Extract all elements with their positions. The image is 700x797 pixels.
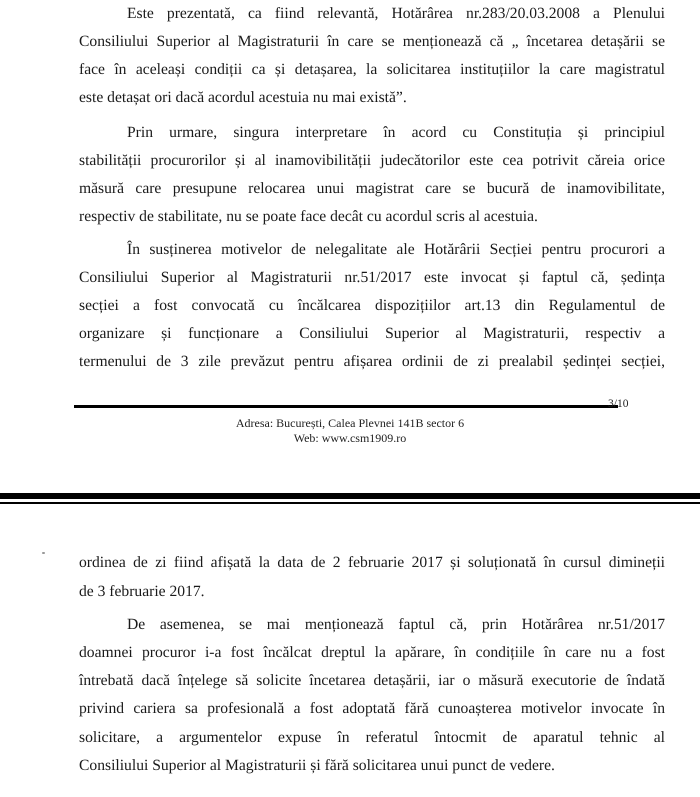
paragraph-line: Prin urmare, singura interpretare în acord cu Constituția și principiul <box>127 124 665 141</box>
paragraph-line: Este prezentată, ca fiind relevantă, Hotărârea nr.283/20.03.2008 a Plenului <box>127 5 665 22</box>
paragraph-line: De asemenea, se mai menționează faptul că, prin Hotărârea nr.51/2017 <box>127 616 665 633</box>
paragraph-line: ordinea de zi fiind afișată la data de 2 februarie 2017 și soluționată în cursul dimineții <box>79 554 665 571</box>
page-separator-rule <box>0 502 700 504</box>
paragraph-line: întrebată dacă înțelege să solicite încetarea detașării, iar o măsură executorie de îndată <box>79 672 665 689</box>
paragraph-line: măsură care presupune relocarea unui magistrat care se bucură de inamovibilitate, <box>79 180 665 197</box>
page-break <box>0 470 700 508</box>
page-separator-rule <box>0 493 700 499</box>
footer-divider <box>74 405 618 408</box>
paragraph-line: este detașat ori dacă acordul acestuia nu mai există”. <box>79 89 407 106</box>
paragraph-line: respectiv de stabilitate, nu se poate face decât cu acordul scris al acestuia. <box>79 208 538 225</box>
paragraph-line: În susținerea motivelor de nelegalitate ale Hotărârii Secției pentru procurori a <box>127 241 665 258</box>
footer-web: Web: www.csm1909.ro <box>293 431 407 445</box>
page-number: 3/10 <box>608 398 629 410</box>
paragraph-line: organizare și funcționare a Consiliului Superior al Magistraturii, respectiv a <box>79 325 665 342</box>
paragraph-line: privind cariera sa profesională a fost adoptată fără cunoașterea motivelor invocate în <box>79 700 665 717</box>
scan-speck <box>42 552 45 554</box>
paragraph-line: termenului de 3 zile prevăzut pentru afișarea ordinii de zi prealabil ședinței secției, <box>79 353 665 370</box>
paragraph-line: secției a fost convocată cu încălcarea dispozițiilor art.13 din Regulamentul de <box>79 297 665 314</box>
footer-address: Adresa: București, Calea Plevnei 141B sector 6 <box>235 416 465 430</box>
document-page-4 <box>0 508 700 797</box>
paragraph-line: stabilității procurorilor și al inamovibilității judecătorilor este cea potrivit căreia orice <box>79 152 665 169</box>
paragraph-line: doamnei procuror i-a fost încălcat dreptul la apărare, în condițiile în care nu a fost <box>79 644 665 661</box>
paragraph-line: face în aceleași condiții ca și detașarea, la solicitarea instituțiilor la care magistratul <box>79 61 665 78</box>
paragraph-line: Consiliului Superior al Magistraturii în care se menționează că „ încetarea detașării se <box>79 33 665 50</box>
paragraph-line: de 3 februarie 2017. <box>79 583 205 600</box>
paragraph-line: solicitare, a argumentelor expuse în referatul întocmit de aparatul tehnic al <box>79 729 665 746</box>
paragraph-line: Consiliului Superior al Magistraturii și fără solicitarea unui punct de vedere. <box>79 757 555 774</box>
paragraph-line: Consiliului Superior al Magistraturii nr.51/2017 este invocat și faptul că, ședința <box>79 269 665 286</box>
